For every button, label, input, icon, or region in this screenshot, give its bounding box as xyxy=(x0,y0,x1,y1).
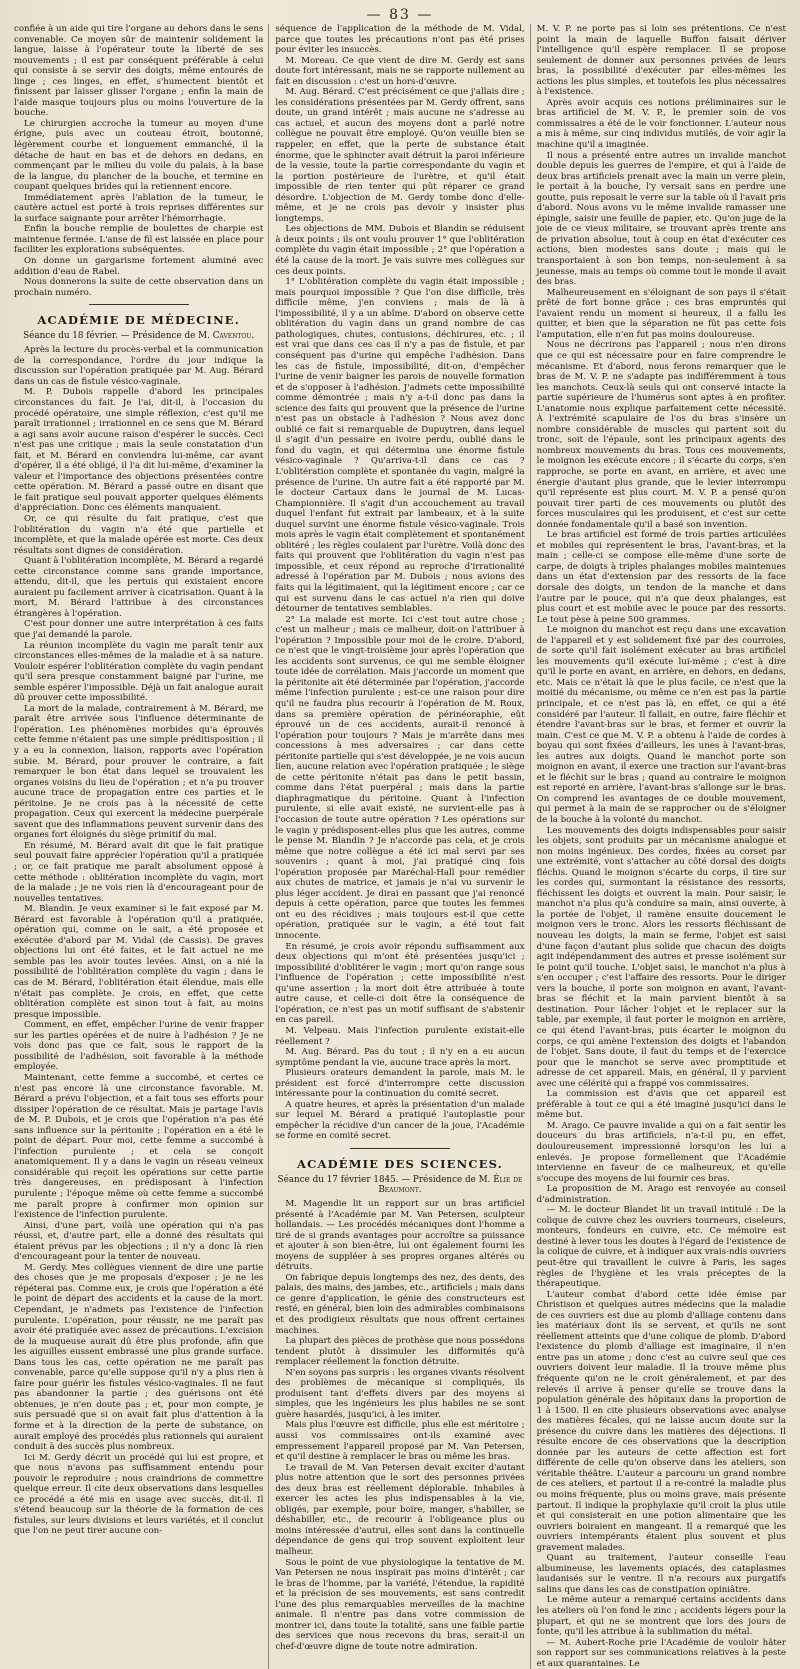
paragraph: Immédiatement après l'ablation de la tumeur, le cautère actuel est porté à trois reprises différentes sur la surface saignante pour arrêter l'hémorrhagie. xyxy=(14,192,264,224)
paragraph: M. Arago. Ce pauvre invalide a qui on a fait sentir les douceurs du bras artificiels, n'a-t-il pu, en effet, douloureusement impressionné lorsqu'on les lui a enlevés. Je propose formellement que l'Académie intervienne en faveur de ce malheureux, et qu'elle s'occupe des moyens de lui fournir ces bras. xyxy=(536,1120,786,1184)
paragraph: La proposition de M. Arago est renvoyée au conseil d'administration. xyxy=(536,1184,786,1205)
divider xyxy=(89,304,189,305)
paragraph: C'est pour donner une autre interprétation à ces faits que j'ai demandé la parole. xyxy=(14,619,264,640)
paragraph: Le bras artificiel est formé de trois parties articulées et mobiles qui représentent le bras, l'avant-bras, et la main ; celle-ci se compose elle-même d'une sorte de carpe, de doigts à triples phalanges mobiles maintenues dans un état d'extension par des ressorts de la face dorsale des doigts, un tendon de la manche et dans l'autre par le pouce, qui n'a que deux phalanges, est plus court et est mobile avec le pouce par des ressorts. Le tout pèse à peine 500 grammes. xyxy=(536,530,786,625)
paragraph: M. V. P. ne porte pas si loin ses prétentions. Ce n'est point la main de laquelle Buffon faisait dériver l'intelligence qu'il espère remplacer. Il se propose seulement de donner aux personnes privées de leurs bras, la possibilité d'exécuter par elles-mêmes les actions les plus simples, et toutefois les plus nécessaires à l'existence. xyxy=(536,24,786,98)
paragraph: — M. Aubert-Roche prie l'Académie de vouloir hâter son rapport sur ses communications relatives à la peste et aux quarantaines. Le xyxy=(536,1637,786,1669)
paragraph: La commission est d'avis que cet appareil est préférable à tout ce qui a été imaginé jusqu'ici dans le même but. xyxy=(536,1089,786,1121)
paragraph: Les mouvements des doigts indispensables pour saisir les objets, sont produits par un mécanisme analogue et non moins ingénieux. Des cordes, fixées au corset par une extrémité, vont s'attacher au côté dorsal des doigts fléchis. Quand le moignon s'écarte du corps, il tire sur les cordes qui, surmontant la résistance des ressorts, fléchissent les doigts et ouvrent la main. Pour saisir, le manchot n'a plus qu'à conduire sa main, ainsi ouverte, à la portée de l'objet, il ramène ensuite doucement le moignon vers le tronc. Alors les ressorts fléchissant de nouveau les doigts, la main se ferme, l'objet est saisi d'une façon d'autant plus solide que chacun des doigts agit indépendamment des autres et presse isolément sur le point qu'il touche. L'objet saisi, le manchot n'a plus à s'en occuper ; c'est l'affaire des ressorts. Pour le diriger vers la bouche, il porte son moignon en avant, l'avant-bras se fléchit et la main parvient bientôt à sa destination. Pour lâcher l'objet et le replacer sur la table, par exemple, il faut porter le moignon en arrière, ce qui étend l'avant-bras, puis écarter le moignon du corps, ce qui amène l'extension des doigts et l'abandon de l'objet. Sans doute, il faut du temps et de l'exercice pour que le manchot se serve avec promptitude et adresse de cet appareil. Mais, en général, il y parvient avec une célérité qui a frappé vos commissaires. xyxy=(536,825,786,1089)
paragraph: M. Aug. Bérard. Pas du tout ; il n'y en a eu aucun symptôme pendant la vie, aucune trace après la mort. xyxy=(275,1047,525,1068)
paragraph: L'auteur combat d'abord cette idée émise par Christison et quelques autres médecins que la maladie de ces ouvriers est due au plomb d'alliage contenu dans les matériaux dont ils se servent, et qu'ils ne sont réellement atteints que d'une colique de plomb. D'abord l'existence du plomb d'alliage est imaginaire, il n'en entre pas un atome ; donc c'est au cuivre seul que ces ouvriers doivent leur maladie. Il la trouve même plus fréquente qu'on ne le croit généralement, et par des relevés il arrive à penser qu'elle se trouve dans la population générale des hôpitaux dans la proportion de 1 à 1500. Il en cite plusieurs observations avec analyse des matières fécales, qui ne laisse aucun doute sur la présence du cuivre dans les matières des déjections. Il résulte encore de ces observations que la description donnée par les auteurs de cette affection est fort différente de celle qu'on observe dans les ateliers, son véritable théâtre. L'auteur a parcouru un grand nombre de ces ateliers, et partout il a re-contré la maladie plus ou moins fréquente, plus ou moins grave, mais présente partout. Il indique la prophylaxie qu'il croit la plus utile et qui consisterait en une potion alimentaire que les ouvriers boiraient en mangeant. Il a remarqué que les ouvriers intempérants étaient plus souvent et plus gravement malades. xyxy=(536,1289,786,1553)
paragraph: Nous ne décrirons pas l'appareil ; nous n'en dirons que ce qui est nécessaire pour en faire comprendre le mécanisme. Et d'abord, nous ferons remarquer que le bras de M. V. P. ne s'adapte pas indifféremment à tous les manchots. Ceux-là seuls qui ont conservé intacte la partie supérieure de l'humérus sont aptes à en profiter. L'anatomie nous explique parfaitement cette nécessité. À l'extrémité scapulaire de l'os du bras s'insère un nombre considérable de muscles qui partent soit du tronc, soit de l'épaule, sont les principaux agents des nombreux mouvements du bras. Tous ces mouvements, le moignon les exécute encore ; il s'écarte du corps, s'en rapproche, se porte en avant, en arrière, et avec une énergie d'autant plus grande, que le levier interrompu qu'il représente est plus court. M. V. P. a pensé qu'on pouvait tirer parti de ces mouvements ou plutôt des forces musculaires qui les produisent, et c'est sur cette donnée fondamentale qu'il a basé son invention. xyxy=(536,340,786,530)
paragraph: Après avoir acquis ces notions préliminaires sur le bras artificiel de M. V. P., le premier soin de vos commissaires a été de le voir fonctionner. L'auteur nous a mis à même, sur cinq individus mutilés, de voir agir la machine qu'il a imaginée. xyxy=(536,97,786,151)
paragraph: Or, ce qui résulte du fait pratique, c'est que l'oblitération du vagin n'a été que partielle et incomplète, et que la malade opérée est morte. Ces deux résultats sont dignes de considération. xyxy=(14,513,264,556)
divider xyxy=(350,1148,450,1149)
paragraph: M. Gerdy. Mes collègues viennent de dire une partie des choses que je me proposais d'exposer ; je ne les répéterai pas. Comme eux, je crois que l'opération a été le point de départ des accidents et la cause de la mort. Cependant, je n'admets pas l'existence de l'infection purulente. L'opération, pour réussir, ne me paraît pas avoir été pratiquée avec assez de précautions. L'excision de la muqueuse aurait dû être plus profonde, afin que les aiguilles eussent embrassé une plus grande surface. Dans tous les cas, cette opération ne me paraît pas convenable, parce qu'elle suppose qu'il n'y a plus rien à faire pour guérir les fistules vésico-vaginales. Il ne faut pas abandonner la partie ; des guérisons ont été obtenues, je n'en doute pas ; et, pour mon compte, je suis persuadé que si on avait fait plus d'attention à la forme et à la direction de la perte de substance, on aurait employé des procédés plus rationnels qui auraient conduit à des succès plus nombreux. xyxy=(14,1262,264,1453)
paragraph: On fabrique depuis longtemps des nez, des dents, des palais, des mains, des jambes, etc., artificiels ; mais dans ce genre d'application, le génie des constructeurs est resté, en général, bien loin des admirables combinaisons et des prodigieux résultats que nous offrent certaines machines. xyxy=(275,1272,525,1336)
page-number: — 83 — xyxy=(366,7,434,23)
column-1 xyxy=(14,24,263,1669)
paragraph: M. Velpeau. Mais l'infection purulente existait-elle réellement ? xyxy=(275,1025,525,1047)
columns xyxy=(14,24,786,1669)
paragraph: Ici M. Gerdy décrit un procédé qui lui est propre, et que nous n'avons pas suffisamment entendu pour pouvoir le reproduire ; nous craindrions de commettre quelque erreur. Il cite deux observations dans lesquelles ce procédé a été mis en usage avec succès, dit-il. Il s'étend beaucoup sur la théorie de la formation de ces fistules, sur leurs divisions et leurs variétés, et il conclut que l'on ne peut tirer aucune con- xyxy=(14,1452,264,1537)
paragraph: Après la lecture du procès-verbal et la communication de la correspondance, l'ordre du jour indique la discussion sur l'opération pratiquée par M. Aug. Bérard dans un cas de fistule vésico-vaginale. xyxy=(14,345,264,387)
paragraph: M. Magendie lit un rapport sur un bras artificiel présenté à l'Académie par M. Van Petersen, sculpteur hollandais. — Les procédés mécaniques dont l'homme a tiré de si grands avantages pour accroître sa puissance et ajouter à son bien-être, lui ont également fourni les moyens de suppléer à ses propres organes altérés ou détruits. xyxy=(275,1198,525,1273)
paragraph: N'en soyons pas surpris : les organes vivants résolvent des problèmes de mécanique si compliqués, ils produisent tant d'effets divers par des moyens si simples, que les ingénieurs les plus habiles ne se sont guère hasardés, jusqu'ici, à les imiter. xyxy=(275,1367,525,1420)
section-title-academie-medecine: ACADÉMIE DE MÉDECINE. xyxy=(37,313,240,328)
paragraph: Malheureusement en s'éloignant de son pays il s'était prêté de fort bonne grâce ; ces bras empruntés qui l'avaient rendu un moment si heureux, il a fallu les quitter, et bien que la séparation ne fût pas cette fois l'amputation, elle n'en fut pas moins douloureuse. xyxy=(536,287,786,340)
paragraph: La plupart des pièces de prothèse que nous possédons tendent plutôt à dissimuler les difformités qu'à remplacer réellement la fonction détruite. xyxy=(275,1336,525,1368)
paragraph: M. P. Dubois rappelle d'abord les principales circonstances du fait. Je l'ai, dit-il, à l'occasion du procédé opératoire, une simple réflexion, c'est qu'il me paraît irrationnel ; irrationnel en ce sens que M. Bérard a agi sans avoir aucune raison d'espérer le succès. Ceci n'est pas une critique ; mais la seule constatation d'un fait, et M. Bérard en conviendra lui-même, car avant d'opérer, il a été obligé, il l'a dit lui-même, d'examiner la valeur et l'importance des objections présentées contre cette opération. M. Bérard a passé outre en disant que le fait pratique seul pouvait apporter quelques éléments d'appréciation. Donc ces éléments manquaient. xyxy=(14,387,264,514)
paragraph: Le moignon du manchot est reçu dans une excavation de l'appareil et y est solidement fixé par des courroies, de sorte qu'il fait isolément exécuter au bras artificiel les mouvements qu'il exécute lui-même ; c'est à dire qu'il le porte en avant, en arrière, en dehors, en dedans, etc. Mais ce n'était là que le plus facile, ce n'est que la moitié du mécanisme, ou même ce n'en est pas la partie principale, et ce n'est pas là, en effet, ce qui a été considéré par l'auteur. Il fallait, en outre, faire fléchir et étendre l'avant-bras sur le bras, et fermer et ouvrir la main. C'est ce que M. V. P. a obtenu à l'aide de cordes à boyau qui sont fixées d'ailleurs, les unes à l'avant-bras, les autres aux doigts. Quand le manchot porte son moignon en avant, il exerce une traction sur l'avant-bras et le fléchit sur le bras ; quand au contraire le moignon est reporté en arrière, l'avant-bras s'allonge sur le bras. On comprend les avantages de ce double mouvement, qui permet à la main de se rapprocher ou de s'éloigner de la bouche à la volonté du manchot. xyxy=(536,625,786,826)
paragraph: Comment, en effet, empêcher l'urine de venir frapper sur les parties opérées et de nuire à l'adhésion ? Je ne vois donc pas que ce fait, sous le rapport de la possibilité de l'adhésion, soit favorable à la méthode employée. xyxy=(14,1020,264,1073)
paragraph: 2° La malade est morte. Ici c'est tout autre chose ; c'est un malheur ; mais ce malheur, doit-on l'attribuer à l'opération ? Impossible pour moi de le croire. D'abord, ce n'est que le vingt-troisième jour après l'opération que les accidents sont survenus, ce qui me semble éloigner toute idée de corrélation. Mais j'accorde un moment que la péritonite ait été déterminée par l'opération, j'accorde même l'infection purulente ; est-ce une raison pour dire qu'il ne faudra plus recourir à l'opération de M. Roux, dans sa première opération de périnéoraphie, eût éprouvé un de ces accidents, aurait-il renoncé à l'opération pour toujours ? Mais je m'arrête dans mes concessions à mes adversaires ; car dans cette péritonite partielle qui s'est développée, je ne vois aucun lien, aucune relation avec l'opération pratiquée ; le siège de cette péritonite n'était pas dans le petit bassin, comme dans l'état puerpéral ; mais dans la partie diaphragmatique du péritoine. Quant à l'infection purulente, si elle avait existé, ne survient-elle pas à l'occasion de toute autre opération ? Les opérations sur le vagin y prédisposent-elles plus que les autres, comme le pense M. Blandin ? Je n'accorde pas cela, et je crois même que notre collègue a été ici mal servi par ses souvenirs ; quant à moi, j'ai pratiqué cinq fois l'opération proposée par Maréchal-Hall pour remédier aux chutes de matrice, et jamais je n'ai vu survenir le plus léger accident. Je dirai en passant que j'ai renoncé depuis à cette opération, parce que toutes les femmes ont eu des récidives ; mais toujours est-il que cette opération, pratiquée sur le vagin, a été tout fait innocente. xyxy=(275,614,525,942)
session-prefix: Séance du 17 février 1845. — Présidence de M. xyxy=(277,1174,491,1185)
paragraph: Mais plus l'œuvre est difficile, plus elle est méritoire ; aussi vos commissaires ont-ils examiné avec empressement l'appareil proposé par M. Van Petersen, et qu'il destine à remplacer le bras ou même les bras. xyxy=(275,1420,525,1463)
paragraph: Les objections de MM. Dubois et Blandin se réduisent à deux points ; ils ont voulu prouver 1° que l'oblitération complète du vagin était impossible ; 2° que l'opération a été la cause de la mort. Je vais suivre mes collègues sur ces deux points. xyxy=(275,224,525,277)
paragraph: Quant au traitement, l'auteur conseille l'eau albumineuse, les lavements opiacés, des cataplasmes laudanisés sur le ventre. Il n'a recours aux purgatifs salins que dans les cas de constipation opiniâtre. xyxy=(536,1553,786,1595)
session-president: Élie de Beaumont. xyxy=(378,1174,523,1195)
paragraph: En résumé, M. Bérard avait dit que le fait pratique seul pouvait faire apprécier l'opération qu'il a pratiquée ; or, ce fait pratique me paraît absolument opposé à cette méthode : oblitération incomplète du vagin, mort de la malade ; je ne vois rien là d'encourageant pour de nouvelles tentatives. xyxy=(14,840,264,904)
session-prefix: Séance du 18 février. — Présidence de M. xyxy=(23,331,210,342)
paragraph: M. Moreau. Ce que vient de dire M. Gerdy est sans doute fort intéressant, mais ne se rapporte nullement au fait en discussion : c'est un hors-d'œuvre. xyxy=(275,55,525,87)
paragraph: M. Blandin. Je veux examiner si le fait exposé par M. Bérard est favorable à l'opération qu'il a pratiquée, opération qui, comme on le sait, a été proposée et exécutée d'abord par M. Vidal (de Cassis). De graves objections lui ont été faites, et le fait actuel ne me semble pas les avoir toutes levées. Ainsi, on a nié la possibilité de l'oblitération complète du vagin ; dans le cas de M. Bérard, l'oblitération était élendue, mais elle n'était pas complète. Je crois, en effet, que cette oblitération complète est sinon tout à fait, au moins presque impossible. xyxy=(14,904,264,1020)
paragraph: Maintenant, cette femme a succombé, et certes ce n'est pas encore là une circonstance favorable. M. Bérard a prévu l'objection, et a fait tous ses efforts pour dissiper l'opération de ce résultat. Mais je partage l'avis de M. P. Dubois, et je crois que l'opération n'a pas été sans influence sur la péritonite ; l'opération en a été le point de départ. Pour moi, cette femme a succombé à l'infection purulente ; et cela se conçoit anatomiquement. Il y a dans le vagin un réseau veineux considérable qui reçoit les opérations sur cette partie très dangereuses, en prédisposant à l'infection purulente ; l'époque même où cette femme a succombé me paraît propre à confirmer mon opinion sur l'existence de l'infection purulente. xyxy=(14,1072,264,1221)
paragraph: confiée à un aide qui tire l'organe au dehors dans le sens convenable. Ce moyen sûr de maintenir solidement la langue, laisse à l'opérateur toute la liberté de ses mouvements ; il est par conséquent préférable à celui qui consiste à se servir des doigts, même entourés de linge ; ces linges, en effet, s'humectent bientôt et finissent par laisser glisser l'organe ; enfin la main de l'aide masque toujours plus ou moins l'ouverture de la bouche. xyxy=(14,24,264,119)
paragraph: séquence de l'application de la méthode de M. Vidal, parce que toutes les précautions n'ont pas été prises pour éviter les insuccès. xyxy=(275,24,525,56)
session-line xyxy=(275,1175,524,1195)
paragraph: Quant à l'oblitération incomplète, M. Bérard a regardé cette circonstance comme sans grande importance, attendu, dit-il, que les pertuis qui existaient encore auraient pu facilement arriver à cicatrisation. Quant à la mort, M. Bérard l'attribue à des circonstances étrangères à l'opération. xyxy=(14,556,264,619)
paragraph: Le chirurgien accroche la tumeur au moyen d'une érigne, puis avec un couteau étroit, boutonné, légèrement courbe et longuement emmanché, il la détache de haut en bas et de dehors en dedans, en commençant par le milieu du voile du palais, à la base de la langue, du plancher de la bouche, et termine en coupant quelques brides qui la retiennent encore. xyxy=(14,118,264,193)
paragraph: Enfin la bouche remplie de boulettes de charpie est maintenue fermée. L'anse de fil est laissée en place pour faciliter les explorations subséquentes. xyxy=(14,224,264,256)
paragraph: La réunion incomplète du vagin me paraît tenir aux circonstances elles-mêmes de la maladie et à sa nature. Vouloir espérer l'oblitération complète du vagin pendant qu'il sera presque constamment baigné par l'urine, me semble espérer l'impossible. Déjà un fait analogue aurait dû prouver cette impossibilité. xyxy=(14,640,264,704)
session-line xyxy=(14,331,263,341)
paragraph: Ainsi, d'une part, voilà une opération qui n'a pas réussi, et, d'autre part, elle a donné des résultats qui étaient prévus par les objections ; il n'y a donc là rien d'encourageant pour la tenter de nouveau. xyxy=(14,1220,264,1263)
paragraph: Plusieurs orateurs demandent la parole, mais M. le président est forcé d'interrompre cette discussion intéressante pour la continuation du comité secret. xyxy=(275,1068,525,1100)
paragraph: Il nous a présenté entre autres un invalide manchot double depuis les guerres de l'empire, et qui à l'aide de deux bras artificiels prenait avec la main un verre plein, le portait à la bouche, l'y versait sans en perdre une goutte, puis reposait le verre sur la table où il l'avait pris d'abord. Nous avons vu le même invalide ramasser une épingle, saisir une feuille de papier, etc. Qu'on juge de la joie de ce vieux militaire, se trouvant après trente ans de privation absolue, tout à coup en état d'exécuter ces actions, bien modestes sans doute ; mais qui le transportaient à son bon temps, non-seulement à sa jeunesse, mais au temps où comme tout le monde il avait des bras. xyxy=(536,150,786,288)
paragraph: 1° L'oblitération complète du vagin était impossible ; mais pourquoi impossible ? Que l'on dise difficile, très difficile même, j'en conviens ; mais de là à l'impossibilité, il y a un abîme. D'abord on observe cette oblitération du vagin dans un grand nombre de cas pathologiques, chutes, contusions, déchirures, etc. ; il est vrai que dans ces cas il n'y a pas de fistule, et par conséquent pas d'urine qui empêche l'adhésion. Dans les cas de fistule, impossibilité, dit-on, d'empêcher l'urine de venir baigner les parois de nouvelle formation et de s'opposer à l'adhésion. J'admets cette impossibilité comme démontrée ; mais n'y a-t-il donc pas dans la science des faits qui prouvent que la présence de l'urine n'est pas un obstacle à l'adhésion ? Nous avez donc oublié ce fait si remarquable de Dupuytren, dans lequel il s'agit d'un pessaire en ivoire perdu, oublié dans le fond du vagin, et qui détermina une énorme fistule vésico-vaginale ? Qu'arriva-t-il dans ce cas ? L'oblitération complète et spontanée du vagin, malgré la présence de l'urine. Un autre fait a été rapporté par M. le docteur Cartaux dans le journal de M. Lucas-Championnière. Il s'agit d'un accouchement au travail duquel l'enfant fut extrait par lambeaux, et à la suite duquel survint une énorme fistule vésico-vaginale. Trois mois après le vagin était complètement et spontanément oblitéré ; les règles coulaient par l'urètre. Voilà donc des faits qui prouvent que l'oblitération du vagin n'est pas impossible, et ceux répond au reproche d'irrationalité adressé à l'opération par M. Dubois ; nous avions des faits qui la légitimaient, qui la légitiment encore ; car ce qui est survenu dans le cas actuel n'a rien qui doive détourner de tentatives semblables. xyxy=(275,277,525,615)
paragraph: Sous le point de vue physiologique la tentative de M. Van Petersen ne nous inspirait pas moins d'intérêt ; car le bras de l'homme, par la variété, l'étendue, la rapidité et la précision de ses mouvements, est sans contredit l'une des plus remarquables merveilles de la machine animale. Il n'entre pas dans votre commission de montrer ici, dans toute la totalité, sans une faible partie des services que nous recevons du bras, serait-il un chef-d'œuvre digne de toute notre admiration. xyxy=(275,1557,525,1652)
section-title-academie-sciences: ACADÉMIE DES SCIENCES. xyxy=(296,1156,503,1171)
paragraph: Le même auteur a remarqué certains accidents dans les ateliers où l'on fond le zinc ; accidents légers pour la plupart, et qui ne se montrent que lors des jours de fonte, qu'il les attribue à la sublimation du métal. xyxy=(536,1595,786,1638)
paragraph: Nous donnerons la suite de cette observation dans un prochain numéro. xyxy=(14,277,264,298)
column-2 xyxy=(275,24,524,1669)
paragraph: La mort de la malade, contrairement à M. Bérard, me paraît être arrivée sous l'influence déterminante de l'opération. Les phénomènes morbides qu'a éprouvés cette femme n'étaient pas une simple préditisposition ; il y a eu la connexion, liaison, rapports avec l'opération subie. M. Bérard, pour prouver le contraire, a fait remarquer le bon état dans lequel se trouvaient les organes voisins du lieu de l'opération ; et n'a pu trouver aucune trace de propagation entre ces parties et le péritoine. Je ne crois pas à la nécessité de cette propagation. Ceux qui exercent la médecine puerpérale savent que des inflammations peuvent survenir dans des organes fort éloignés du siège primitif du mal. xyxy=(14,703,264,841)
paragraph: M. Aug. Bérard. C'est précisément ce que j'allais dire ; les considérations présentées par M. Gerdy offrent, sans doute, un grand intérêt ; mais aucune ne s'adresse au cas actuel, et aucun des moyens dont a parlé notre collègue ne pouvait être employé. Qu'on veuille bien se rappeler, en effet, que la perte de substance était énorme, que le sphincter avait détruit la paroi inférieure de la vessie, toute la partie correspondante du vagin et la portion postérieure de l'urètre, et qu'il était impossible de rien tenter qui pût réparer ce grand désordre. L'objection de M. Gerdy tombe donc d'elle-même, et je ne crois pas devoir y insister plus longtemps. xyxy=(275,87,525,224)
column-3 xyxy=(537,24,786,1669)
paragraph: A quatre heures, et après la présentation d'un malade sur lequel M. Bérard a pratiqué l'autoplastie pour empêcher la récidive d'un cancer de la joue, l'Académie se forme en comité secret. xyxy=(275,1099,525,1142)
paragraph: — M. le docteur Blandet lit un travail intitulé : De la colique de cuivre chez les ouvriers tourneurs, ciseleurs, monteurs, fondeurs en cuivre, etc. Ce mémoire est destiné à lever tous les doutes à l'égard de l'existence de la colique de cuivre, et à indiquer aux vrais-ndis ouvriers peut-être qui travaillent le cuivre à Paris, les sages règles de l'hygiène et les vrais préceptes de la thérapeutique. xyxy=(536,1205,786,1290)
paragraph: Le travail de M. Van Petersen devait exciter d'autant plus notre attention que le sort des personnes privées des deux bras est réellement déplorable. Inhabiles à exercer les actes les plus indispensables à la vie, obligés, par exemple, pour boire, manger, s'habiller, se déshabiller, etc., de recourir à l'obligeance plus ou moins intéressée d'autrui, elles sont dans la continuelle dépendance de gens qui trop souvent exploitent leur malheur. xyxy=(275,1462,525,1558)
paragraph: On donne un gargarisme fortement aluminé avec addition d'eau de Rabel. xyxy=(14,256,264,277)
session-president: Caventou. xyxy=(212,331,255,342)
paragraph: En résumé, je crois avoir répondu suffisamment aux deux objections qui m'ont été présentées jusqu'ici ; impossibilité d'oblitérer le vagin ; mort qu'on range sous l'influence de l'opération ; cette impossibilité n'est qu'une assertion ; la mort doit être attribuée à toute autre cause, et celle-ci doit être la conséquence de l'opération, ce n'est pas un motif suffisant de s'abstenir en cas pareil. xyxy=(275,941,525,1026)
